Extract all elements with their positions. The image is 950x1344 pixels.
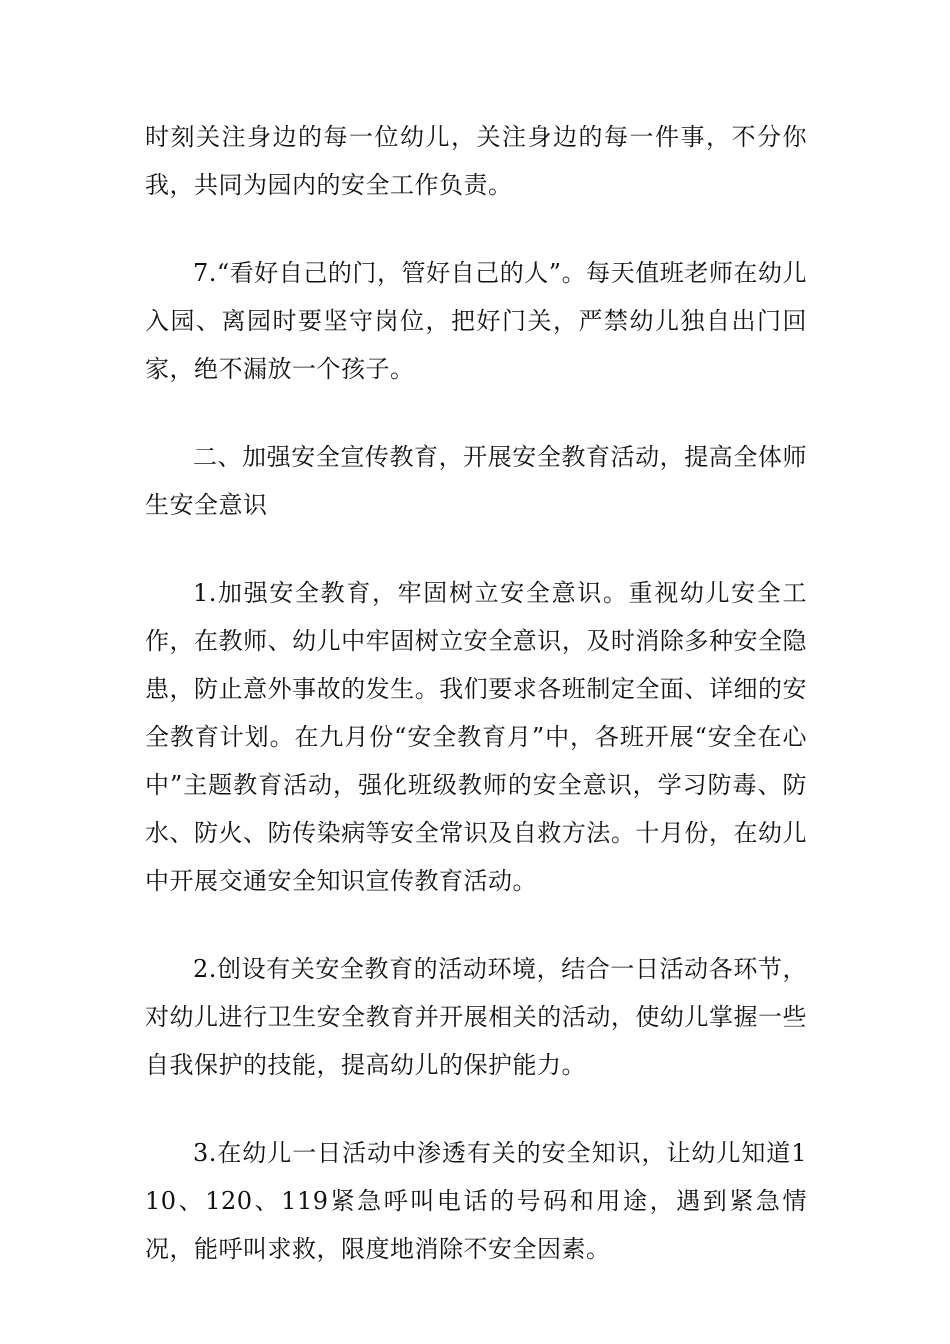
paragraph-item-1: 1.加强安全教育，牢固树立安全意识。重视幼儿安全工作，在教师、幼儿中牢固树立安全意识，及时消除多种安全隐患，防止意外事故的发生。我们要求各班制定全面、详细的安全教育计划。在九月份“安全教育月”中，各班开展“安全在心中”主题教育活动，强化班级教师的安全意识，学习防毒、防水、防火、防传染病等安全常识及自救方法。十月份，在幼儿中开展交通安全知识宣传教育活动。: [145, 579, 807, 895]
paragraph-continuation: 时刻关注身边的每一位幼儿，关注身边的每一件事，不分你我，共同为园内的安全工作负责。: [145, 123, 807, 199]
paragraph-item-2: 2.创设有关安全教育的活动环境，结合一日活动各环节，对幼儿进行卫生安全教育并开展相关的活动，使幼儿掌握一些自我保护的技能，提高幼儿的保护能力。: [145, 955, 807, 1079]
document-body: [145, 113, 807, 1313]
paragraph-item-7: 7.“看好自己的门，管好自己的人”。每天值班老师在幼儿入园、离园时要坚守岗位，把好门关，严禁幼儿独自出门回家，绝不漏放一个孩子。: [145, 259, 807, 383]
paragraph-item-3: 3.在幼儿一日活动中渗透有关的安全知识，让幼儿知道110、120、119紧急呼叫电话的号码和用途，遇到紧急情况，能呼叫求救，限度地消除不安全因素。: [145, 1139, 807, 1263]
section-heading-2: 二、加强安全宣传教育，开展安全教育活动，提高全体师生安全意识: [145, 443, 807, 519]
